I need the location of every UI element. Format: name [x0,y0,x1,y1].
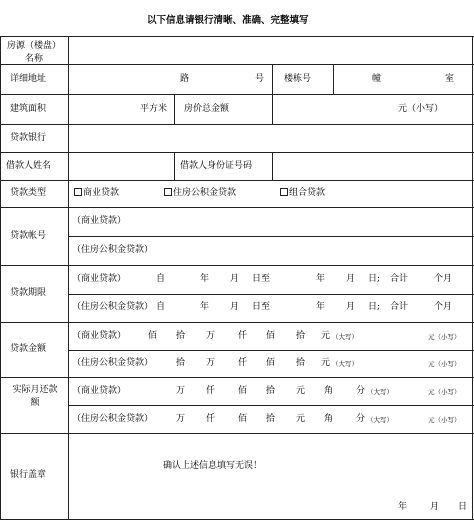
label-amount: 贷款金额 [10,344,47,354]
house-name-field[interactable] [69,37,472,64]
row-divider [0,265,474,266]
account-commercial-field[interactable] [140,208,472,236]
label-building: 楼栋号 [284,74,312,84]
bank-stamp-area[interactable] [69,434,472,519]
checkbox-icon [164,188,172,196]
label-total-price: 房价总金额 [184,104,230,114]
label-house-name: 房源（楼盘）名称 [6,41,61,64]
amount-daxie: （大写） [332,360,358,368]
term-nian: 年 [200,274,210,284]
term-yue: 月 [346,274,356,284]
repay-wan: 万 [176,386,186,396]
cell-divider [174,152,175,180]
label-repayment: 实际月还款额 [12,385,58,408]
repay-yuan: 元 [296,386,306,396]
date-yue: 月 [430,502,440,512]
label-bank-stamp: 银行盖章 [10,470,47,480]
term-heji: 合计 [390,274,409,284]
term-ri: 日; [368,274,381,284]
row-divider [0,377,474,378]
id-number-field[interactable] [273,153,472,180]
table-border-left [0,36,1,520]
repay-bai: 佰 [238,414,248,424]
amount-xiaoxie: 元（小写） [428,333,461,341]
term-yue: 月 [230,274,240,284]
building-field[interactable] [334,65,472,94]
amount-bai: 佰 [148,331,158,341]
term-nian: 年 [316,274,326,284]
term-fund-label: （住房公积金贷款） [72,302,154,312]
total-price-field[interactable] [273,95,395,124]
repay-jiao: 角 [324,386,334,396]
repay-fen: 分 [356,386,366,396]
table-border-right [472,36,473,520]
term-rizhi: 日至 [252,302,271,312]
amount-yuan: 元 [321,331,331,341]
repay-bai: 佰 [238,386,248,396]
term-nian: 年 [316,302,326,312]
repay-xiaoxie: 元（小写） [428,388,461,396]
form-title: 以下信息请银行清晰、准确、完整填写 [147,15,309,26]
date-nian: 年 [398,502,408,512]
amount-commercial-label: （商业贷款） [72,331,127,341]
repay-fund-label: （住房公积金贷款） [72,414,154,424]
repay-qian: 仟 [206,414,216,424]
term-rizhi: 日至 [252,274,271,284]
label-area: 建筑面积 [10,104,47,114]
term-zi: 自 [156,274,166,284]
amount-xiaoxie: 元（小写） [428,360,461,368]
loan-type-fund[interactable]: 住房公积金贷款 [164,188,236,199]
label-borrower: 借款人姓名 [6,161,52,171]
amount-qian: 仟 [238,331,248,341]
account-fund-label: （住房公积金贷款） [72,245,154,255]
amount-shi: 拾 [176,331,186,341]
checkbox-icon [74,188,82,196]
repay-fen: 分 [356,414,366,424]
label-term: 贷款期限 [10,288,47,298]
amount-shi: 拾 [296,331,306,341]
term-months: 个月 [434,302,453,312]
loan-type-commercial[interactable]: 商业贷款 [74,188,119,199]
term-commercial-label: （商业贷款） [72,274,127,284]
label-id-number: 借款人身份证号码 [180,161,253,171]
row-divider [0,322,474,323]
repay-shi: 拾 [266,386,276,396]
amount-shi: 拾 [176,358,186,368]
row-divider [68,294,474,295]
row-divider [68,405,474,406]
label-loan-type: 贷款类型 [10,188,47,198]
term-heji: 合计 [390,302,409,312]
term-months: 个月 [434,274,453,284]
cell-divider [272,64,273,94]
amount-wan: 万 [206,331,216,341]
checkbox-icon [280,188,288,196]
bank-field[interactable] [69,125,472,152]
term-yue: 月 [346,302,356,312]
repay-qian: 仟 [206,386,216,396]
amount-bai: 佰 [266,358,276,368]
date-ri: 日 [458,502,468,512]
area-field[interactable] [69,95,137,124]
label-account: 贷款帐号 [10,231,47,241]
repay-shi: 拾 [266,414,276,424]
term-yue: 月 [230,302,240,312]
address-room: 室 [445,74,455,84]
borrower-field[interactable] [69,153,174,180]
row-divider [68,350,474,351]
repay-yuan: 元 [296,414,306,424]
label-address: 详细地址 [10,74,47,84]
address-unit: 幢 [372,74,382,84]
loan-type-combined[interactable]: 组合贷款 [280,188,325,199]
row-divider [0,180,474,181]
address-number: 号 [255,74,265,84]
amount-daxie: （大写） [332,333,358,341]
account-commercial-label: （商业贷款） [72,216,127,226]
amount-shi: 拾 [296,358,306,368]
amount-qian: 仟 [238,358,248,368]
amount-fund-label: （住房公积金贷款） [72,358,154,368]
repay-daxie: （大写） [367,416,393,424]
amount-bai: 佰 [266,331,276,341]
area-unit: 平方米 [140,104,168,114]
term-zi: 自 [156,302,166,312]
address-road: 路 [180,74,190,84]
repay-commercial-label: （商业贷款） [72,386,127,396]
cell-divider [174,94,175,124]
term-ri: 日; [368,302,381,312]
confirm-statement: 确认上述信息填写无误！ [163,461,263,471]
term-nian: 年 [200,302,210,312]
amount-yuan: 元 [321,358,331,368]
address-field[interactable] [69,65,272,94]
repay-xiaoxie: 元（小写） [428,416,461,424]
total-price-unit: 元（小写） [398,104,444,114]
account-fund-field[interactable] [160,237,472,265]
row-divider [0,519,474,520]
repay-wan: 万 [176,414,186,424]
amount-wan: 万 [206,358,216,368]
repay-daxie: （大写） [367,388,393,396]
label-bank: 贷款银行 [10,133,47,143]
repay-jiao: 角 [324,414,334,424]
